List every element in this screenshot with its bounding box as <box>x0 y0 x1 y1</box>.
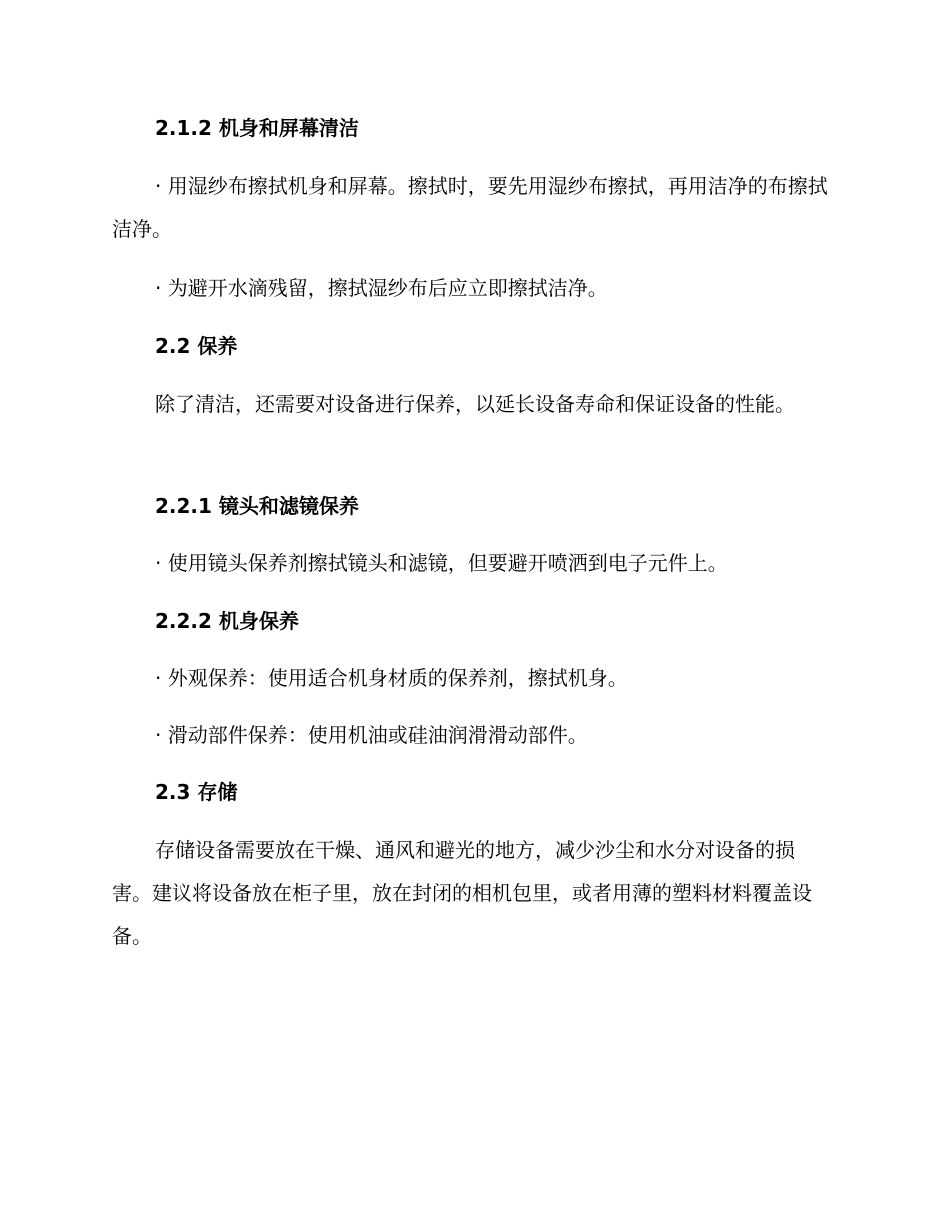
section-heading-2-2-2: 2.2.2 机身保养 <box>155 609 299 633</box>
paragraph-sliding-parts-care: · 滑动部件保养：使用机油或硅油润滑滑动部件。 <box>155 723 588 747</box>
paragraph-lens-care: · 使用镜头保养剂擦拭镜头和滤镜，但要避开喷洒到电子元件上。 <box>155 551 728 575</box>
paragraph-cleaning-residue: · 为避开水滴残留，擦拭湿纱布后应立即擦拭洁净。 <box>155 276 608 300</box>
section-heading-2-3: 2.3 存储 <box>155 780 238 804</box>
section-heading-2-2-1: 2.2.1 镜头和滤镜保养 <box>155 494 359 518</box>
paragraph-storage: 存储设备需要放在干燥、通风和避光的地方，减少沙尘和水分对设备的损害。建议将设备放在柜子里，放在封闭的相机包里，或者用薄的塑料材料覆盖设备。 <box>112 838 812 948</box>
paragraph-exterior-care: · 外观保养：使用适合机身材质的保养剂，擦拭机身。 <box>155 666 628 690</box>
section-heading-2-1-2: 2.1.2 机身和屏幕清洁 <box>155 116 359 140</box>
section-heading-2-2: 2.2 保养 <box>155 334 238 358</box>
paragraph-maintenance-intro: 除了清洁，还需要对设备进行保养，以延长设备寿命和保证设备的性能。 <box>155 392 795 416</box>
paragraph-cleaning-body: · 用湿纱布擦拭机身和屏幕。擦拭时，要先用湿纱布擦拭，再用洁净的布擦拭洁净。 <box>112 174 828 241</box>
